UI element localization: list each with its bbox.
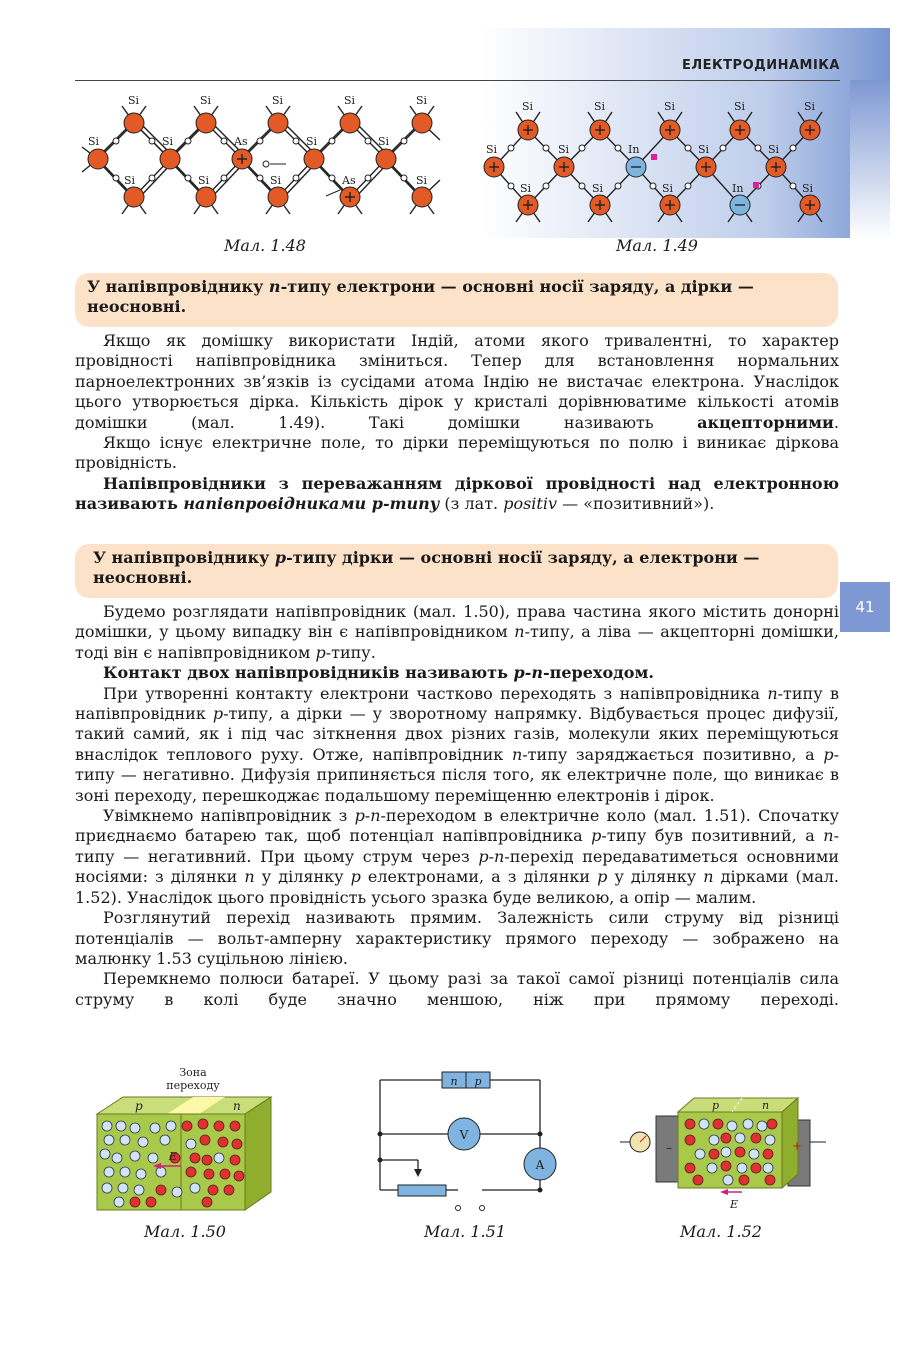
svg-text:n: n	[762, 1099, 770, 1112]
svg-text:As: As	[342, 174, 356, 187]
text-block-2	[75, 602, 839, 1010]
svg-text:V: V	[459, 1128, 469, 1142]
paragraph-circuit: Увімкнемо напівпровідник з p-n-переходом в електричне коло (мал. 1.51). Спочатку приєднаємо батарею так, щоб потенціал напівпровідника p-типу був позитивний, а n-типу — негативний. При цьому струм через p-n-перехід передаватиметься основними носіями: з ділянки n у ділянку p електронами, а з ділянки p у ділянку n дірками (мал. 1.52). Унаслідок цього провідність усього зразка буде великою, а опір — малим.	[75, 806, 840, 907]
svg-text:Si: Si	[558, 143, 570, 156]
paragraph-direct-transition: Розглянутий перехід називають прямим. Залежність сили струму від різниці потенціалів — вольт-амперну характеристику прямого переходу — зображено на малюнку 1.53 суцільною лінією.	[75, 908, 839, 968]
svg-text:Si: Si	[162, 135, 174, 148]
svg-text:n: n	[450, 1075, 458, 1088]
callout-n-type: У напівпровіднику n-типу електрони — основні носії заряду, а дірки — неосновні.	[75, 273, 838, 327]
svg-text:Si: Si	[664, 100, 676, 113]
svg-text:p: p	[135, 1099, 143, 1113]
svg-text:Si: Si	[416, 94, 428, 107]
svg-text:Si: Si	[592, 182, 604, 195]
svg-text:+: +	[792, 1139, 803, 1153]
caption-1-49: Мал. 1.49	[616, 236, 698, 255]
svg-text:Si: Si	[344, 94, 356, 107]
svg-text:–: –	[666, 1141, 672, 1155]
svg-text:Si: Si	[698, 143, 710, 156]
paragraph-pn-definition: Контакт двох напівпровідників називають p-n-переходом.	[103, 663, 654, 683]
svg-text:Si: Si	[306, 135, 318, 148]
svg-text:In: In	[628, 143, 640, 156]
svg-text:Si: Si	[804, 100, 816, 113]
svg-text:Si: Si	[522, 100, 534, 113]
svg-text:Si: Si	[198, 174, 210, 187]
svg-text:Si: Si	[272, 94, 284, 107]
figure-1-52	[620, 1090, 830, 1220]
svg-text:In: In	[732, 182, 744, 195]
text-block-1	[75, 331, 839, 515]
svg-text:Si: Si	[378, 135, 390, 148]
svg-text:E: E	[730, 1198, 739, 1211]
svg-text:Si: Si	[486, 143, 498, 156]
paragraph-field: Якщо існує електричне поле, то дірки переміщуються по полю і виникає діркова провідність.	[75, 433, 839, 473]
callout-p-type: У напівпровіднику p-типу дірки — основні носії заряду, а електрони — неосновні.	[75, 544, 838, 598]
figure-1-49	[478, 92, 838, 232]
svg-text:As: As	[234, 135, 248, 148]
svg-text:Si: Si	[270, 174, 282, 187]
paragraph-semiconductor: Будемо розглядати напівпровідник (мал. 1.50), права частина якого містить донорні домішки, у цьому випадку він є напівпровідником n-типу, а ліва — акцепторні домішки, тоді він є напівпровідником p-типу.	[75, 602, 839, 662]
svg-text:n: n	[233, 1099, 241, 1113]
figure-1-48	[78, 92, 458, 230]
svg-text:Si: Si	[200, 94, 212, 107]
header-rule	[75, 80, 840, 81]
figure-1-51	[370, 1066, 570, 1216]
svg-text:переходу: переходу	[166, 1079, 220, 1092]
svg-text:p: p	[474, 1075, 482, 1088]
svg-text:Si: Si	[734, 100, 746, 113]
svg-text:Si: Si	[124, 174, 136, 187]
paragraph-diffusion: При утворенні контакту електрони частково переходять з напівпровідника n-типу в напівпровідник p-типу, а дірки — у зворотному напрямку. Відбувається процес дифузії, такий самий, як і під час зіткнення двох різних газів, молекули яких переміщуються внаслідок теплового руху. Отже, напівпровідник n-типу заряджається позитивно, а p-типу — негативно. Дифузія припиняється після того, як електричне поле, що виникає в зоні переходу, перешкоджає подальшому переміщенню електронів і дірок.	[75, 683, 840, 805]
paragraph-indium: Якщо як домішку використати Індій, атоми якого тривалентні, то характер провідності напівпровідника зміниться. Тепер для встановлення нормальних парноелектронних зв’язків із сусідами атома Індію не вистачає електрона. Унаслідок цього утворюється дірка. Кількість дірок у кристалі дорівнюватиме кількості атомів домішки (мал. 1.49). Такі домішки називають акцепторними.	[75, 331, 839, 432]
svg-text:E: E	[169, 1150, 178, 1163]
svg-text:p: p	[712, 1099, 720, 1112]
section-title: ЕЛЕКТРОДИНАМІКА	[682, 58, 840, 73]
svg-text:Si: Si	[128, 94, 140, 107]
svg-text:Si: Si	[594, 100, 606, 113]
svg-text:Si: Si	[416, 174, 428, 187]
svg-text:Si: Si	[768, 143, 780, 156]
page-number: 41	[840, 582, 890, 632]
svg-text:Si: Si	[88, 135, 100, 148]
header-side-gradient	[850, 80, 890, 240]
caption-1-51: Мал. 1.51	[424, 1222, 506, 1241]
svg-text:Зона: Зона	[179, 1066, 207, 1079]
paragraph-p-type-definition: Напівпровідники з переважанням діркової провідності над електронною називають напівпровідниками p-типу (з лат. positiv — «позитивний»).	[75, 473, 839, 514]
caption-1-48: Мал. 1.48	[224, 236, 306, 255]
caption-1-52: Мал. 1.52	[680, 1222, 762, 1241]
svg-text:A: A	[535, 1158, 545, 1172]
svg-text:Si: Si	[520, 182, 532, 195]
caption-1-50: Мал. 1.50	[144, 1222, 226, 1241]
paragraph-reverse: Перемкнемо полюси батареї. У цьому разі за такої самої різниці потенціалів сила струму в колі буде значно меншою, ніж при прямому переході.	[75, 969, 839, 1009]
svg-text:Si: Si	[802, 182, 814, 195]
svg-text:Si: Si	[662, 182, 674, 195]
figure-1-50	[95, 1062, 275, 1220]
